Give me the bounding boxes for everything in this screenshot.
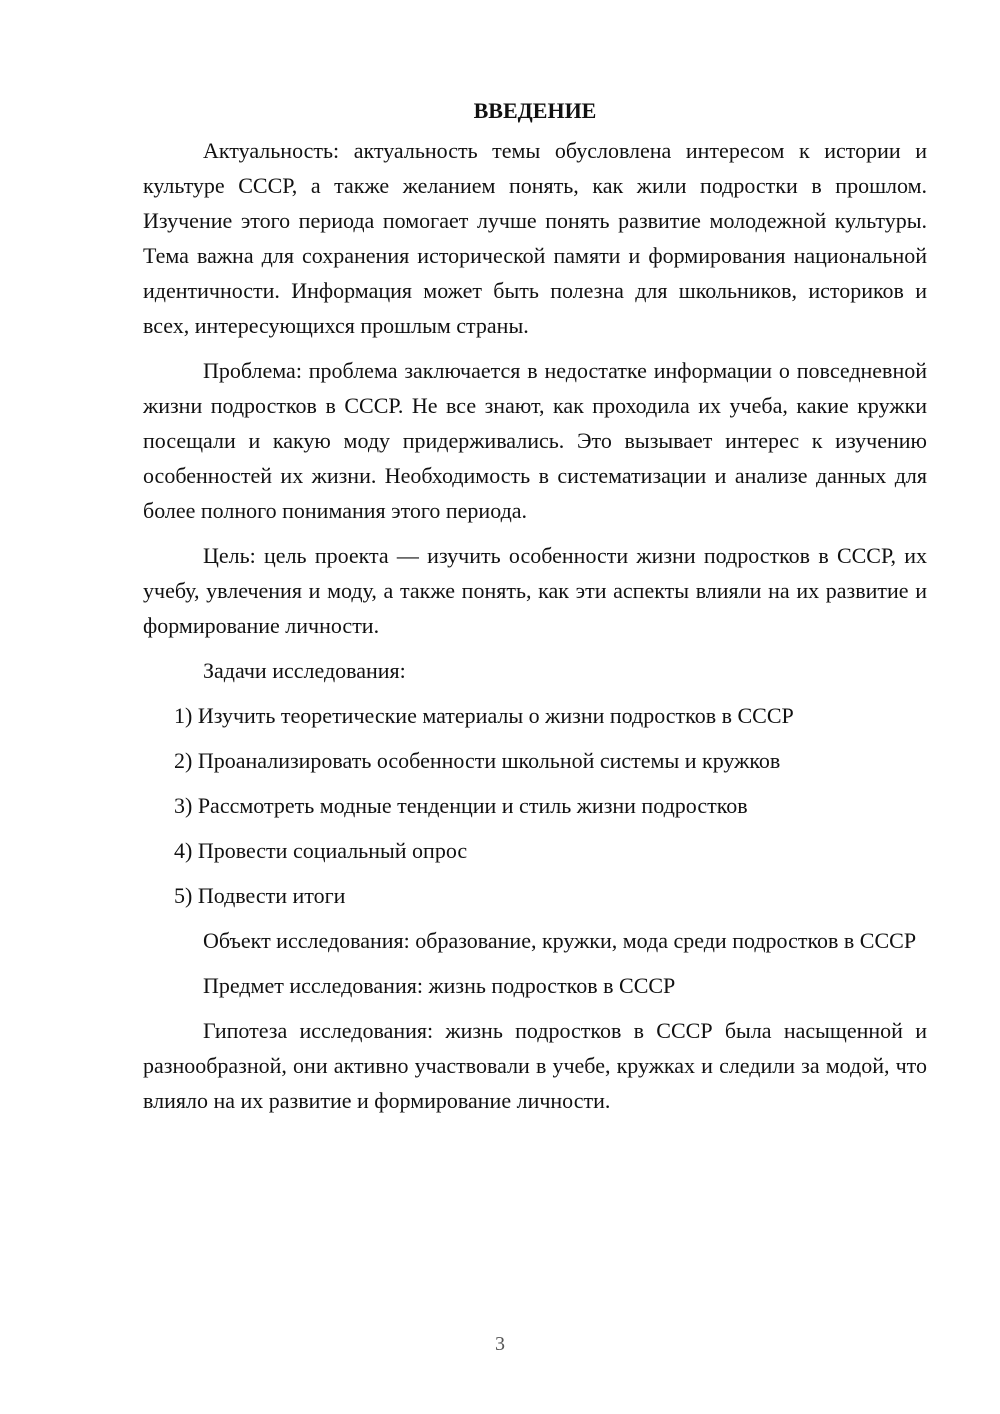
paragraph-hypothesis: Гипотеза исследования: жизнь подростков в СССР была насыщенной и разнообразной, они активно участвовали в учебе, кружках и следили за модой, что влияло на их развитие и формирование личности. (143, 1018, 927, 1113)
paragraph-problem: Проблема: проблема заключается в недостатке информации о повседневной жизни подростков в СССР. Не все знают, как проходила их учеба, какие кружки посещали и какую моду придерживались. Это вызывает интерес к изучению особенностей их жизни. Необходимость в систематизации и анализе данных для более полного понимания этого периода. (143, 358, 927, 523)
task-item: 2) Проанализировать особенности школьной системы и кружков (174, 748, 781, 773)
paragraph-goal: Цель: цель проекта — изучить особенности жизни подростков в СССР, их учебу, увлечения и моду, а также понять, как эти аспекты влияли на их развитие и формирование личности. (143, 543, 927, 638)
task-item: 3) Рассмотреть модные тенденции и стиль жизни подростков (174, 793, 748, 818)
page-number: 3 (495, 1333, 505, 1355)
task-list (143, 698, 927, 913)
task-item: 1) Изучить теоретические материалы о жизни подростков в СССР (174, 703, 794, 728)
tasks-heading: Задачи исследования: (203, 658, 406, 683)
task-item: 4) Провести социальный опрос (174, 838, 468, 863)
paragraph-relevance: Актуальность: актуальность темы обусловлена интересом к истории и культуре СССР, а также желанием понять, как жили подростки в прошлом. Изучение этого периода помогает лучше понять развитие молодежной культуры. Тема важна для сохранения исторической памяти и формирования национальной идентичности. Информация может быть полезна для школьников, историков и всех, интересующихся прошлым страны. (143, 138, 927, 338)
paragraph-subject: Предмет исследования: жизнь подростков в СССР (203, 973, 676, 998)
task-item: 5) Подвести итоги (174, 883, 346, 908)
section-title: ВВЕДЕНИЕ (473, 98, 597, 123)
paragraph-object: Объект исследования: образование, кружки, мода среди подростков в СССР (203, 928, 917, 953)
document-page (143, 94, 927, 1128)
